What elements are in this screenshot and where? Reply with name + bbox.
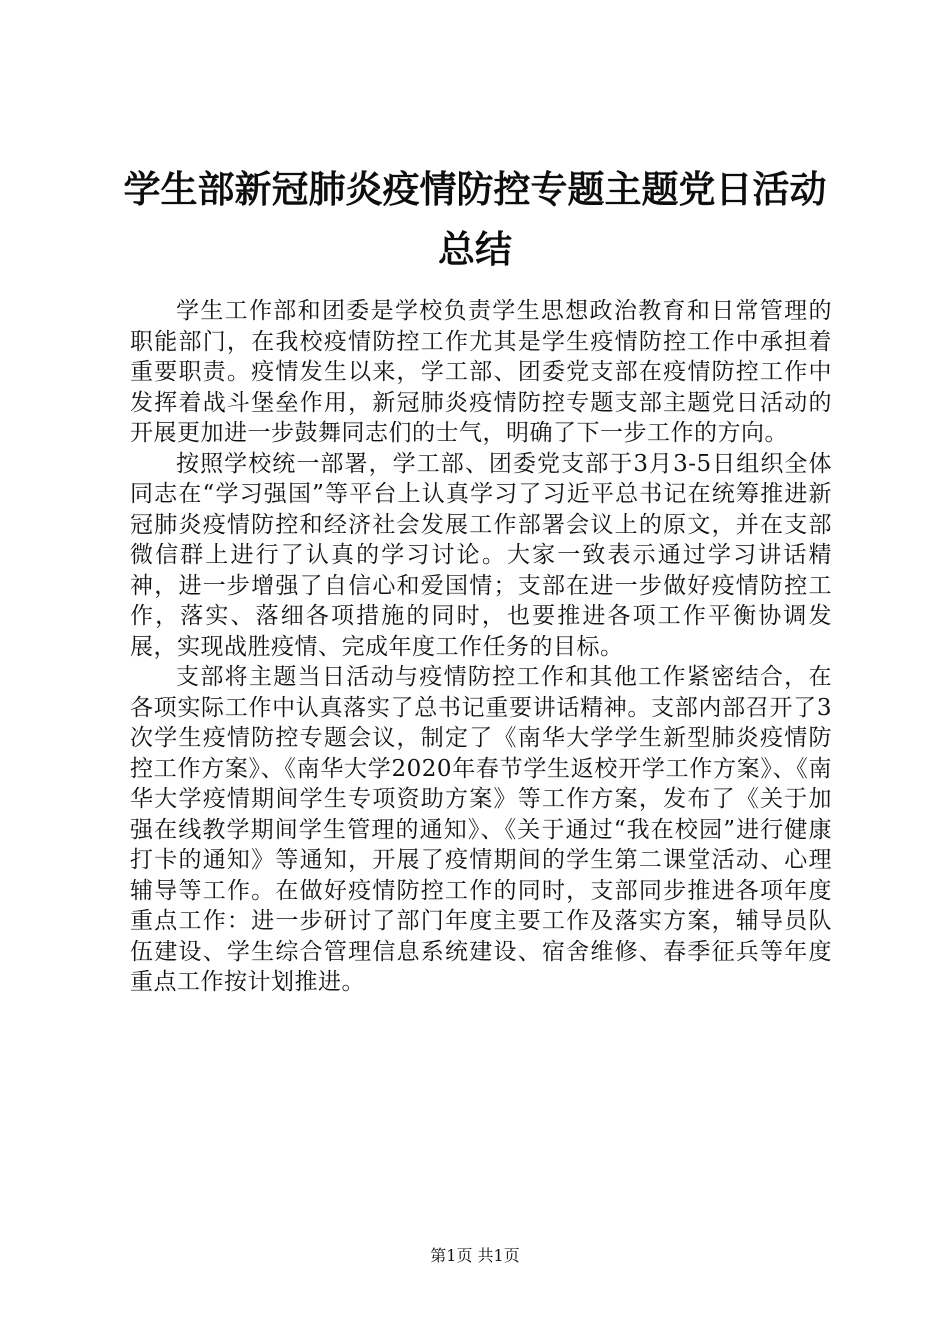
paragraph-3: 支部将主题当日活动与疫情防控工作和其他工作紧密结合，在各项实际工作中认真落实了总书记重要讲话精神。支部内部召开了3次学生疫情防控专题会议，制定了《南华大学学生新型肺炎疫情防控工作方案》、《南华大学2020年春节学生返校开学工作方案》、《南华大学疫情期间学生专项资助方案》等工作方案，发布了《关于加强在线教学期间学生管理的通知》、《关于通过“我在校园”进行健康打卡的通知》等通知，开展了疫情期间的学生第二课堂活动、心理辅导等工作。在做好疫情防控工作的同时，支部同步推进各项年度重点工作：进一步研讨了部门年度主要工作及落实方案，辅导员队伍建设、学生综合管理信息系统建设、宿舍维修、春季征兵等年度重点工作按计划推进。 bbox=[130, 664, 832, 995]
paragraph-2: 按照学校统一部署，学工部、团委党支部于3月3-5日组织全体同志在“学习强国”等平台上认真学习了习近平总书记在统筹推进新冠肺炎疫情防控和经济社会发展工作部署会议上的原文，并在支部微信群上进行了认真的学习讨论。大家一致表示通过学习讲话精神，进一步增强了自信心和爱国情；支部在进一步做好疫情防控工作，落实、落细各项措施的同时，也要推进各项工作平衡协调发展，实现战胜疫情、完成年度工作任务的目标。 bbox=[130, 450, 832, 660]
page-footer: 第1页 共1页 bbox=[430, 1246, 520, 1265]
paragraph-1: 学生工作部和团委是学校负责学生思想政治教育和日常管理的职能部门，在我校疫情防控工作尤其是学生疫情防控工作中承担着重要职责。疫情发生以来，学工部、团委党支部在疫情防控工作中发挥着战斗堡垒作用，新冠肺炎疫情防控专题支部主题党日活动的开展更加进一步鼓舞同志们的士气，明确了下一步工作的方向。 bbox=[130, 298, 832, 446]
document-body bbox=[130, 296, 832, 998]
document-title: 学生部新冠肺炎疫情防控专题主题党日活动总结 bbox=[123, 168, 827, 271]
